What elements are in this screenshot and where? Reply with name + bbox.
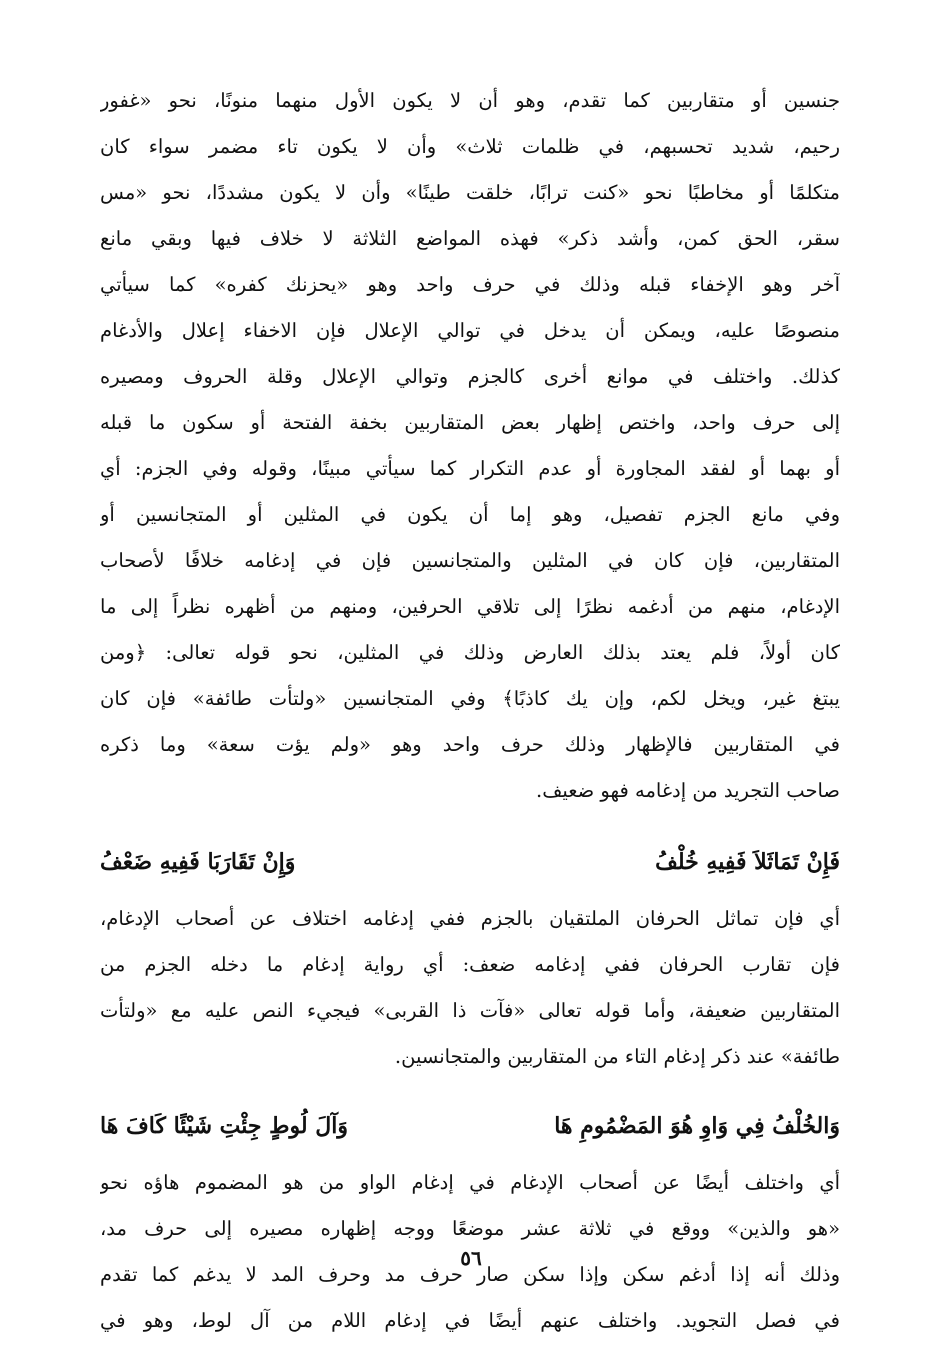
- text-line: آخر وهو الإخفاء قبله وذلك في حرف واحد وهو «يحزنك كفره» كما سيأتي: [100, 273, 840, 296]
- text-line: في المتقاربين فالإظهار وذلك حرف واحد وهو «ولم يؤت سعة» وما ذكره: [100, 733, 840, 756]
- text-line: كذلك. واختلف في موانع أخرى كالجزم وتوالي الإعلال وقلة الحروف ومصيره: [100, 365, 840, 388]
- page-number: ٥٦: [460, 1246, 482, 1270]
- text-line: كان أولاً، فلم يعتد بذلك العارض وذلك في المثلين، نحو قوله تعالى: ﴿ومن: [100, 641, 840, 664]
- text-line: «هو والذين» ووقع في ثلاثة عشر موضعًا ووجه إظهاره مصيره إلى حرف مد،: [100, 1217, 840, 1240]
- text-line: المتقاربين، فإن كان في المثلين والمتجانسين فإن في إدغامه خلافًا لأصحاب: [100, 549, 840, 572]
- text-line: وذلك أنه إذا أدغم سكن وإذا سكن صار حرف مد وحرف المد لا يدغم كما تقدم: [100, 1263, 840, 1286]
- text-line: طائفة» عند ذكر إدغام التاء من المتقاربين والمتجانسين.: [394, 1045, 840, 1068]
- text-line: الإدغام، منهم من أدغمه نظرًا إلى تلاقي الحرفين، ومنهم من أظهره نظراً إلى ما: [100, 595, 840, 618]
- text-line: رحيم، شديد تحسبهم، في ظلمات ثلاث» وأن لا يكون تاء مضمر سواء كان: [100, 135, 840, 158]
- text-line: يبتغ غير، ويخل لكم، وإن يك كاذبًا﴾ وفي المتجانسين «ولتأت طائفة» فإن كان: [100, 687, 840, 710]
- text-line: المتقاربين ضعيفة، وأما قوله تعالى «فآت ذا القربى» فيجيء النص عليه مع «ولتأت: [100, 999, 840, 1022]
- text-line: أو بهما أو لفقد المجاورة أو عدم التكرار كما سيأتي مبينًا، وقوله وفي الجزم: أي: [100, 457, 840, 480]
- verse-first-hemistich: فَإِنْ تَمَاثَلاَ فَفِيهِ خُلْفُ: [655, 849, 840, 875]
- paragraph-2: [100, 896, 840, 1080]
- poem-verse-1: [100, 832, 840, 892]
- poem-verse-2: [100, 1096, 840, 1156]
- text-line: سقر، الحق كمن، وأشد ذكر» فهذه المواضع الثلاثة لا خلاف فيها وبقي مانع: [100, 227, 840, 250]
- text-line: إلى حرف واحد، واختص إظهار بعض المتقاربين بخفة الفتحة أو سكون ما قبله: [100, 411, 840, 434]
- text-line: جنسين أو متقاربين كما تقدم، وهو أن لا يكون الأول منهما منونًا، نحو «غفور: [100, 89, 840, 112]
- text-line: منصوصًا عليه، ويمكن أن يدخل في توالي الإعلال فإن الاخفاء إعلال والأدغام: [100, 319, 840, 342]
- text-line: وفي مانع الجزم تفصيل، وهو إما أن يكون في المثلين أو المتجانسين أو: [100, 503, 840, 526]
- verse-second-hemistich: وَإِنْ تَقَارَبَا فَفِيهِ ضَعْفُ: [100, 849, 296, 875]
- verse-second-hemistich: وَآلَ لُوطٍ جِئْتِ شَيْئًا كَافَ هَا: [100, 1113, 348, 1139]
- text-line: متكلمًا أو مخاطبًا نحو «كنت ترابًا، خلقت طينًا» وأن لا يكون مشددًا، نحو «مس: [100, 181, 840, 204]
- text-line: صاحب التجريد من إدغامه فهو ضعيف.: [536, 779, 840, 802]
- text-line: أي فإن تماثل الحرفان الملتقيان بالجزم ففي إدغامه اختلاف عن أصحاب الإدغام،: [100, 907, 840, 930]
- text-line: فإن تقارب الحرفان ففي إدغامه ضعف: أي رواية إدغام ما دخله الجزم من: [100, 953, 840, 976]
- text-line: في فصل التجويد. واختلف عنهم أيضًا في إدغام اللام من آل لوط، وهو في: [100, 1309, 840, 1332]
- verse-first-hemistich: وَالخُلْفُ فِي وَاوِ هُوَ المَضْمُومِ هَا: [554, 1113, 840, 1139]
- paragraph-1: [100, 78, 840, 814]
- page-body: [100, 78, 840, 1344]
- text-line: أي واختلف أيضًا عن أصحاب الإدغام في إدغام الواو من هو المضموم هاؤه نحو: [100, 1171, 840, 1194]
